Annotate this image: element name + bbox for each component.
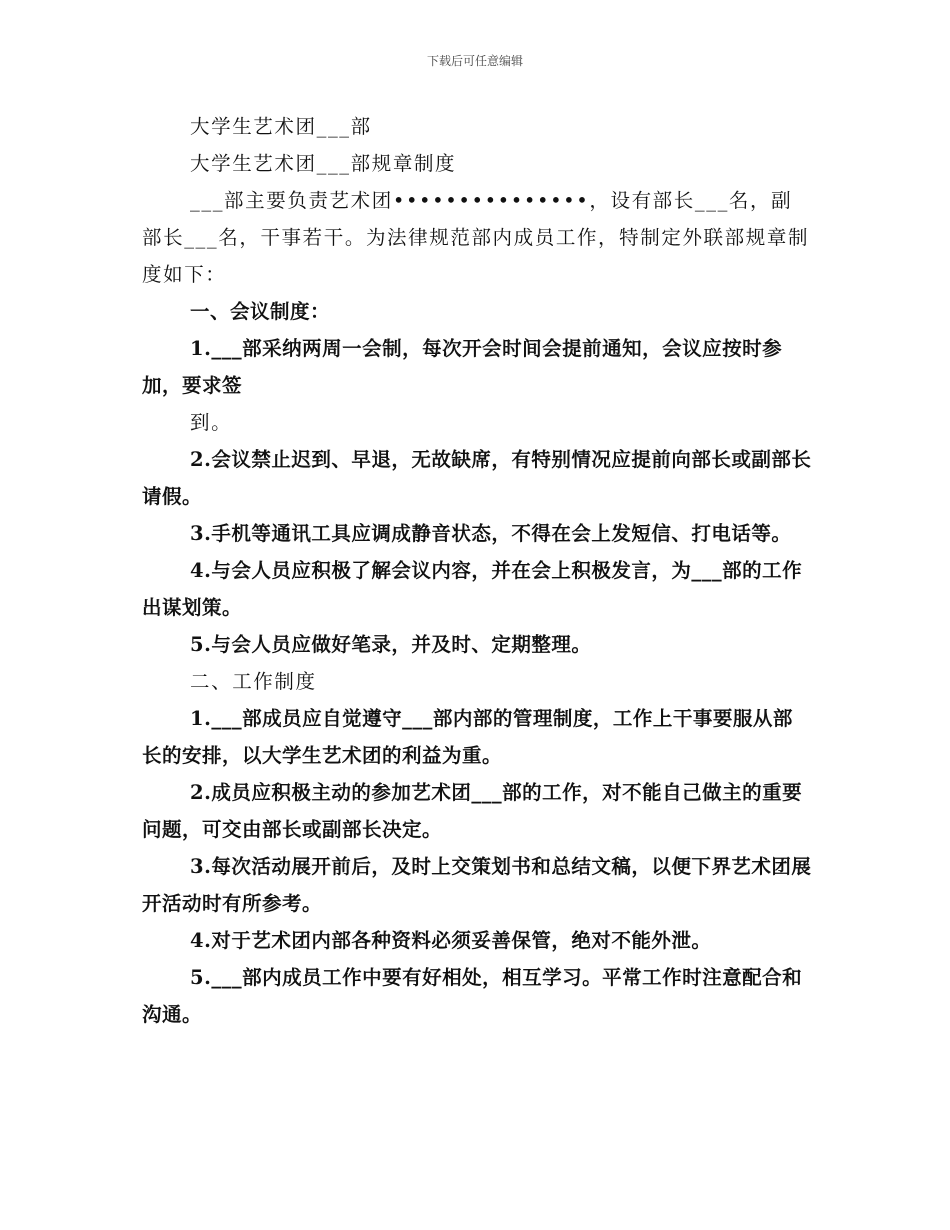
meeting-rule-5: 5.与会人员应做好笔录，并及时、定期整理。 xyxy=(190,633,592,656)
doc-subtitle: 大学生艺术团___部规章制度 xyxy=(190,152,457,175)
work-rule-4: 4.对于艺术团内部各种资料必须妥善保管，绝对不能外泄。 xyxy=(190,929,712,952)
section-heading-work: 二、工作制度 xyxy=(190,670,317,693)
meeting-rule-1-continuation: 到。 xyxy=(190,411,233,434)
document-body xyxy=(142,108,812,1033)
work-rule-1: 1.___部成员应自觉遵守___部内部的管理制度，工作上干事要服从部长的安排，以大学生艺术团的利益为重。 xyxy=(142,707,793,767)
intro-paragraph: ___部主要负责艺术团•••••••••••••••，设有部长___名，副部长___名，干事若干。为法律规范部内成员工作，特制定外联部规章制度如下： xyxy=(142,189,810,286)
work-rule-3: 3.每次活动展开前后，及时上交策划书和总结文稿，以便下界艺术团展开活动时有所参考。 xyxy=(142,855,812,915)
work-rule-2: 2.成员应积极主动的参加艺术团___部的工作，对不能自己做主的重要问题，可交由部长或副部长决定。 xyxy=(142,781,803,841)
section-heading-meeting: 一、会议制度： xyxy=(190,300,331,323)
meeting-rule-1: 1.___部采纳两周一会制，每次开会时间会提前通知，会议应按时参加，要求签 xyxy=(142,337,783,397)
work-rule-5: 5.___部内成员工作中要有好相处，相互学习。平常工作时注意配合和沟通。 xyxy=(142,966,803,1026)
meeting-rule-3: 3.手机等通讯工具应调成静音状态，不得在会上发短信、打电话等。 xyxy=(190,522,792,545)
page-header: 下载后可任意编辑 xyxy=(426,54,523,68)
meeting-rule-2: 2.会议禁止迟到、早退，无故缺席，有特别情况应提前向部长或副部长请假。 xyxy=(142,448,812,508)
doc-title: 大学生艺术团___部 xyxy=(190,115,372,138)
meeting-rule-4: 4.与会人员应积极了解会议内容，并在会上积极发言，为___部的工作出谋划策。 xyxy=(142,559,803,619)
